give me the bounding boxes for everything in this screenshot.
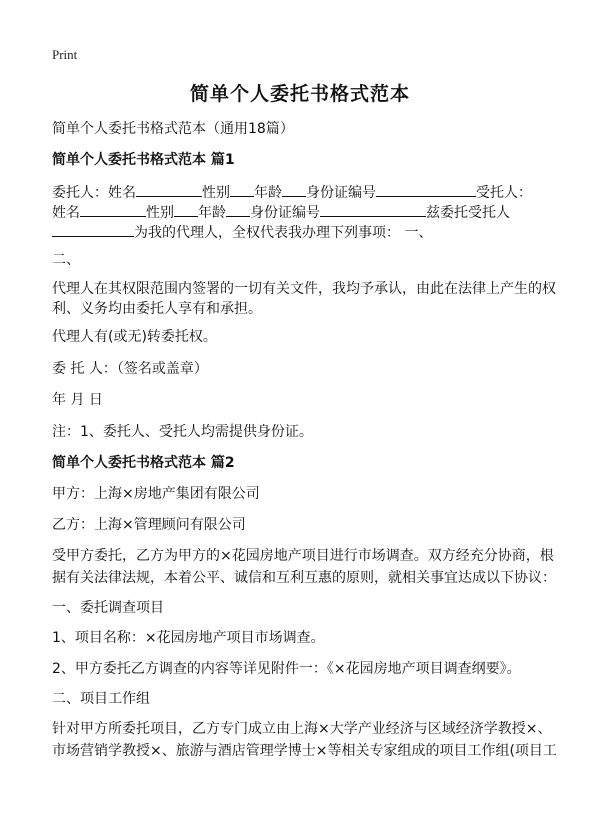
paragraph: 针对甲方所委托项目，乙方专门成立由上海×大学产业经济与区域经济学教授×、 — [52, 721, 552, 737]
paragraph: 年 月 日 — [52, 392, 103, 408]
paragraph: 利、义务均由委托人享有和承担。 — [52, 301, 262, 317]
blank-field — [136, 180, 202, 197]
document-subtitle: 简单个人委托书格式范本（通用18篇） — [52, 121, 294, 137]
age-label: 年龄 — [198, 205, 226, 221]
paragraph: 乙方：上海×管理顾问有限公司 — [52, 517, 246, 533]
paragraph: 2、甲方委托乙方调查的内容等详见附件一：《×花园房地产项目调查纲要》。 — [52, 661, 521, 677]
blank-field — [376, 180, 476, 197]
section1-heading: 简单个人委托书格式范本 篇1 — [52, 152, 235, 168]
paragraph: 据有关法律法规，本着公平、诚信和互利互惠的原则，就相关事宜达成以下协议： — [52, 570, 556, 586]
paragraph: 二、项目工作组 — [52, 691, 150, 707]
paragraph: 注：1、委托人、受托人均需提供身份证。 — [52, 424, 313, 440]
entrust-label: 兹委托受托人 — [426, 205, 510, 221]
blank-field — [80, 200, 146, 217]
principal-name-label: 委托人：姓名 — [52, 185, 136, 201]
paragraph: 甲方：上海×房地产集团有限公司 — [52, 486, 260, 502]
agent-label: 受托人： — [476, 185, 532, 201]
blank-field — [230, 180, 254, 197]
document-title: 简单个人委托书格式范本 — [189, 83, 410, 105]
blank-field — [226, 200, 250, 217]
blank-field — [174, 200, 198, 217]
gender-label: 性别 — [146, 205, 174, 221]
paragraph: 二、 — [52, 252, 80, 268]
paragraph: 代理人在其权限范围内签署的一切有关文件，我均予承认，由此在法律上产生的权 — [52, 281, 556, 297]
id-label: 身份证编号 — [250, 205, 320, 221]
paragraph: 市场营销学教授×、旅游与酒店管理学博士×等相关专家组成的项目工作组(项目工 — [52, 743, 557, 759]
age-label: 年龄 — [254, 185, 282, 201]
paragraph: 代理人有(或无)转委托权。 — [52, 329, 217, 345]
paragraph: 委 托 人：（签名或盖章） — [52, 361, 208, 377]
paragraph: 一、委托调查项目 — [52, 600, 164, 616]
blank-field — [320, 200, 426, 217]
print-label: Print — [52, 47, 78, 62]
blank-field — [282, 180, 306, 197]
paragraph: 1、项目名称：×花园房地产项目市场调查。 — [52, 630, 325, 646]
section2-heading: 简单个人委托书格式范本 篇2 — [52, 455, 235, 471]
gender-label: 性别 — [202, 185, 230, 201]
id-label: 身份证编号 — [306, 185, 376, 201]
agent-name-label: 姓名 — [52, 205, 80, 221]
appointment-text: 为我的代理人，全权代表我办理下列事项： 一、 — [134, 225, 433, 241]
form-line-3 — [52, 220, 552, 245]
blank-field — [52, 220, 134, 237]
paragraph: 受甲方委托，乙方为甲方的×花园房地产项目进行市场调查。双方经充分协商，根 — [52, 548, 554, 564]
